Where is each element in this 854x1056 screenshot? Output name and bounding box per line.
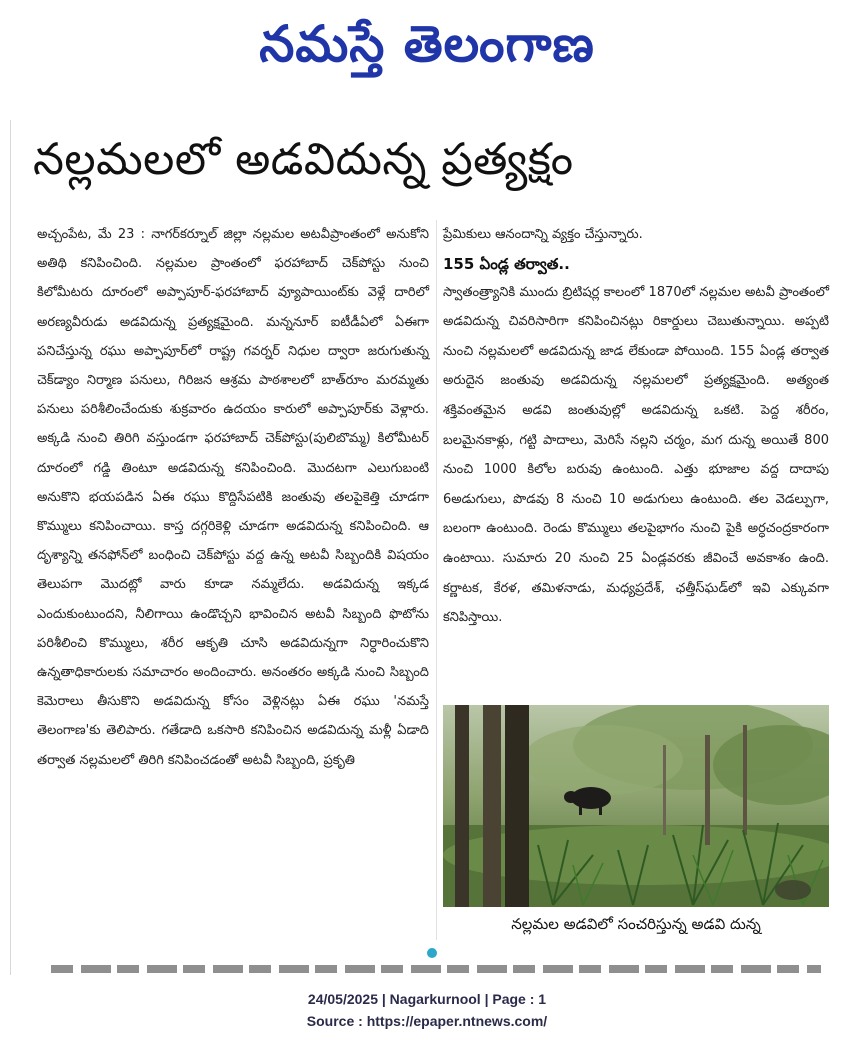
newspaper-logo: నమస్తే తెలంగాణ (259, 14, 595, 73)
masthead (0, 0, 854, 96)
article-paragraph-body: స్వాతంత్ర్యానికి ముందు బ్రిటిషర్ల కాలంలో 1870లో నల్లమల అటవీ ప్రాంతంలో అడవిదున్న చివరిసారిగా కనిపించినట్లు రికార్డులు చెబుతున్నాయి. అప్పటి నుంచి నల్లమలలో అడవిదున్న జాడ లేకుండా పోయింది. 155 ఏండ్ల తర్వాత అరుదైన జంతువు అడవిదున్న నల్లమలలో ప్రత్యక్షమైంది. అత్యంత శక్తివంతమైన అడవి జంతువుల్లో అడవిదున్న ఒకటి. పెద్ద శరీరం, బలమైనకాళ్లు, గట్టి పాదాలు, మెరిసే నల్లని చర్మం, మగ దున్న అయితే 800 నుంచి 1000 కిలోల బరువు ఉంటుంది. ఎత్తు భూజాల వద్ద దాదాపు 6అడుగులు, పొడవు 8 నుంచి 10 అడుగులు ఉంటుంది. తల వెడల్పుగా, బలంగా ఉంటుంది. రెండు కొమ్ములు తలపైభాగం నుంచి పైకి అర్ధచంద్రకారంగా ఉంటాయి. సుమారు 20 నుంచి 25 ఏండ్లవరకు జీవించే అవకాశం ఉంది. కర్ణాటక, కేరళ, తమిళనాడు, మధ్యప్రదేశ్‌, ఛత్తీస్‌ఘడ్‌లో ఇవి ఎక్కువగా కనిపిస్తాయి. (443, 284, 829, 626)
article-column-left (37, 220, 429, 775)
forest-gaur-image (443, 705, 829, 907)
news-clipping (10, 120, 836, 975)
article-column-right (443, 220, 829, 633)
footer-source-line: Source : https://epaper.ntnews.com/ (306, 1013, 548, 1029)
article-paragraph-intro: ప్రేమికులు ఆనందాన్ని వ్యక్తం చేస్తున్నారు. (443, 227, 643, 242)
article-headline: నల్లమలలో అడవిదున్న ప్రత్యక్షం (33, 134, 574, 185)
bottom-dot-mark (427, 948, 437, 958)
footer-date-line: 24/05/2025 | Nagarkurnool | Page : 1 (307, 991, 547, 1007)
photo-caption: నల్లమల అడవిలో సంచరిస్తున్న అడవి దున్న (511, 915, 761, 933)
column-divider (436, 220, 437, 940)
article-subhead: 155 ఏండ్ల తర్వాత.. (443, 254, 570, 273)
gaur-photo (443, 705, 829, 907)
page-footer (0, 988, 854, 1032)
next-article-strip (51, 965, 821, 973)
article-paragraph-left: అచ్చంపేట, మే 23 : నాగర్‌కర్నూల్‌ జిల్లా నల్లమల అటవీప్రాంతంలో అనుకోని అతిథి కనిపించింది. నల్లమల ప్రాంతంలో ఫరహాబాద్‌ చెక్‌పోస్టు నుంచి కిలోమీటరు దూరంలో అప్పాపూర్‌-ఫరహాబాద్‌ వ్యూపాయింట్‌కు వెళ్లే దారిలో అరణ్యవీరుడు అడవిదున్న ప్రత్యక్షమైంది. మన్ననూర్‌ ఐటీడీఏలో ఏఈగా పనిచేస్తున్న రఘు అప్పాపూర్‌లో రాష్ట్ర గవర్నర్‌ నిధుల ద్వారా జరుగుతున్న చెక్‌డ్యాం నిర్మాణ పనులు, గిరిజన ఆశ్రమ పాఠశాలలో బాత్‌రూం మరమ్మతు పనులు పరిశీలించేందుకు శుక్రవారం ఉదయం కారులో అప్పాపూర్‌కు వెళ్లారు. అక్కడి నుంచి తిరిగి వస్తుండగా ఫరహాబాద్‌ చెక్‌పోస్టు(పులిబొమ్మ) కిలోమీటర్‌ దూరంలో గడ్డి తింటూ అడవిదున్న కనిపించింది. మొదటగా ఎలుగుబంటి అనుకొని భయపడిన ఏఈ రఘు కొద్దిసేపటికి జంతువు తలపైకెత్తి చూడగా కొమ్ములు కనిపించాయి. కాస్త దగ్గరికెళ్లి చూడగా అడవిదున్న కనిపించింది. ఆ దృశ్యాన్ని తనఫోన్‌లో బంధించి చెక్‌పోస్టు వద్ద ఉన్న అటవీ సిబ్బందికి విషయం తెలుపగా మొదట్లో వారు కూడా నమ్మలేదు. అడవిదున్న ఇక్కడ ఎందుకుంటుందని, నీలిగాయి ఉండొచ్చని భావించిన అటవీ సిబ్బంది ఫొటోను పరిశీలించి కొమ్ములు, శరీర ఆకృతి చూసి అడవిదున్నగా నిర్ధారించుకొని ఉన్నతాధికారులకు సమాచారం అందించారు. అనంతరం అక్కడి నుంచి సిబ్బంది కెమెరాలు తీసుకొని అడవిదున్న కోసం వెళ్లినట్లు ఏఈ రఘు 'నమస్తే తెలంగాణ'కు తెలిపారు. గతేడాది ఒకసారి కనిపించిన అడవిదున్న మళ్లీ ఏడాది తర్వాత నల్లమలలో తిరిగి కనిపించడంతో అటవీ సిబ్బంది, ప్రకృతి (37, 227, 429, 768)
